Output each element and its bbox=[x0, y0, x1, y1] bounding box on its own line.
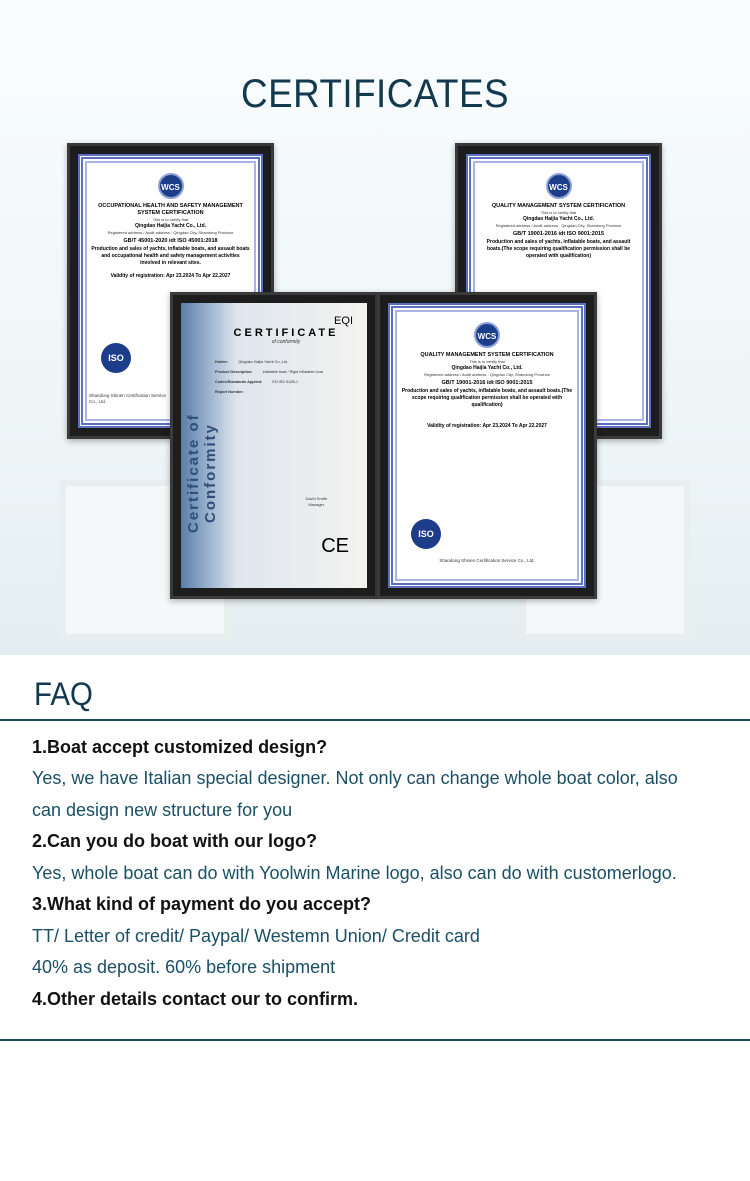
iso-badge: ISO bbox=[101, 343, 131, 373]
certificate-qms-back: WCS QUALITY MANAGEMENT SYSTEM CERTIFICATION This is to certify that Qingdao Haijia Yacht Co., Ltd. Registered address / Audit address · Qingdao City, Shandong Province GB/T 19001-2016 idt ISO 9001:2015 Production and sales of yachts, inflatable boats, and assault boats.(The scope requiring qualification permission shall be operated with qualification) bbox=[455, 143, 662, 439]
certificate-ohs: WCS OCCUPATIONAL HEALTH AND SAFETY MANAGEMENT SYSTEM CERTIFICATION This is to certify that Qingdao Haijia Yacht Co., Ltd. Registered address / Audit address · Qingdao City, Shandong Province GB/T 45001-2020 idt ISO 45001:2018 Production and sales of yachts, inflatable boats, and assault boats and occupational health and safety management activities involved in relevant sites. Validity of registration: Apr 23.2024 To Apr 22.2027 ISO Shandong Shinen Certification Service Co., Ltd. bbox=[67, 143, 274, 439]
faq-question: 3.What kind of payment do you accept? bbox=[32, 894, 372, 914]
faq-answer: can design new structure for you bbox=[32, 800, 293, 820]
faq-question: 4.Other details contact our to confirm. bbox=[32, 989, 359, 1009]
issuer-name: Shandong Shinen Certification Service Co., Ltd. bbox=[89, 393, 167, 405]
divider bbox=[0, 719, 750, 721]
wcs-logo: WCS bbox=[474, 322, 500, 348]
faq-answer: Yes, we have Italian special designer. Not only can change whole boat color, also bbox=[32, 768, 678, 788]
side-title: Certificate of Conformity bbox=[185, 413, 219, 533]
faq-question: 1.Boat accept customized design? bbox=[32, 737, 328, 757]
eqi-logo: EQI bbox=[334, 315, 353, 327]
faq-question: 2.Can you do boat with our logo? bbox=[32, 831, 317, 851]
certificate-ce: Certificate of Conformity EQI CERTIFICATE of conformity Holder: Qingdao Haijia Yacht Co.,Ltd. Product Description: Inflatable boat / Rigid inflatable boat Codes/Standards Applied: EN ISO 6185-1 Report Number: David Smith Manager CE bbox=[170, 292, 378, 599]
wcs-logo: WCS bbox=[546, 173, 572, 199]
page-title: CERTIFICATES bbox=[241, 72, 509, 116]
iso-badge: ISO bbox=[411, 519, 441, 549]
ce-mark: CE bbox=[321, 535, 349, 557]
faq-answer: TT/ Letter of credit/ Paypal/ Westemn Union/ Credit card bbox=[32, 926, 480, 946]
divider bbox=[0, 1039, 750, 1041]
certificate-qms-front: WCS QUALITY MANAGEMENT SYSTEM CERTIFICATION This is to certify that Qingdao Haijia Yacht Co., Ltd. Registered address / Audit address · Qingdao City, Shandong Province GB/T 19001-2016 idt ISO 9001:2015 Production and sales of yachts, inflatable boats, and assault boats.(The scope requiring qualification permission shall be operated with qualification) Validity of registration: Apr 23.2024 To Apr 22.2027 ISO Shandong Shinen Certification Service Co., Ltd. bbox=[377, 292, 597, 599]
faq-answer: Yes, whole boat can do with Yoolwin Marine logo, also can do with customerlogo. bbox=[32, 863, 677, 883]
faq-answer: 40% as deposit. 60% before shipment bbox=[32, 957, 336, 977]
faq-title: FAQ bbox=[34, 676, 93, 712]
wcs-logo: WCS bbox=[158, 173, 184, 199]
